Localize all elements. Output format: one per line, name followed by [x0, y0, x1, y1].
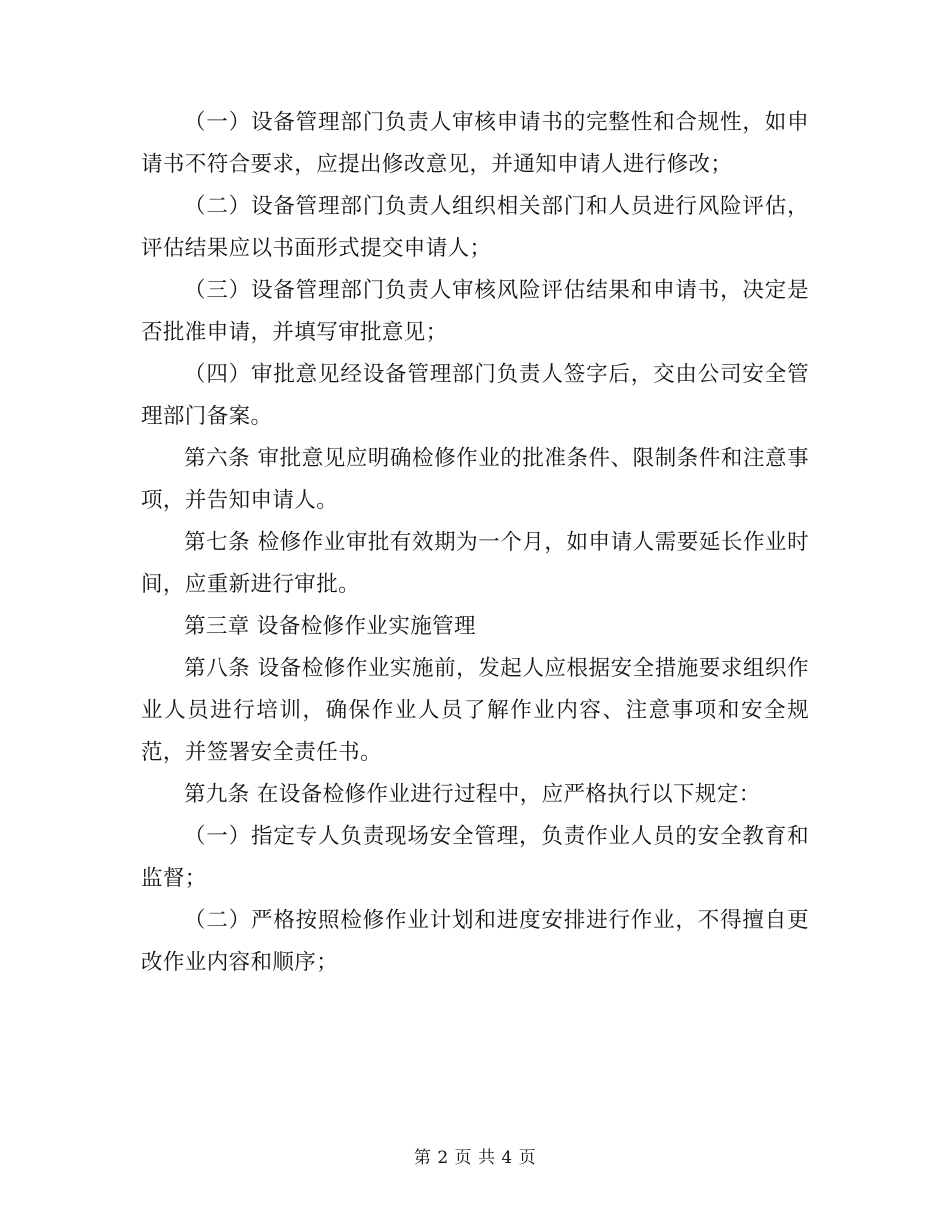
chapter-heading-3: 第三章 设备检修作业实施管理: [184, 614, 476, 639]
paragraph-article-7: 第七条 检修作业审批有效期为一个月，如申请人需要延长作业时间，应重新进行审批。: [141, 530, 809, 597]
paragraph-approval-item-2: （二）设备管理部门负责人组织相关部门和人员进行风险评估，评估结果应以书面形式提交申请人；: [141, 194, 809, 261]
paragraph-article-8: 第八条 设备检修作业实施前，发起人应根据安全措施要求组织作业人员进行培训，确保作业人员了解作业内容、注意事项和安全规范，并签署安全责任书。: [141, 656, 809, 765]
paragraph-approval-item-3: （三）设备管理部门负责人审核风险评估结果和申请书，决定是否批准申请，并填写审批意见；: [141, 278, 809, 345]
paragraph-article-9: 第九条 在设备检修作业进行过程中，应严格执行以下规定：: [184, 782, 761, 807]
document-body: [141, 102, 809, 984]
paragraph-rule-item-2: （二）严格按照检修作业计划和进度安排进行作业，不得擅自更改作业内容和顺序；: [141, 908, 809, 975]
paragraph-approval-item-4: （四）审批意见经设备管理部门负责人签字后，交由公司安全管理部门备案。: [141, 362, 809, 429]
paragraph-rule-item-1: （一）指定专人负责现场安全管理，负责作业人员的安全教育和监督；: [141, 824, 809, 891]
paragraph-article-6: 第六条 审批意见应明确检修作业的批准条件、限制条件和注意事项，并告知申请人。: [141, 446, 809, 513]
page-number-footer: 第 2 页 共 4 页: [413, 1148, 537, 1168]
paragraph-approval-item-1: （一）设备管理部门负责人审核申请书的完整性和合规性，如申请书不符合要求，应提出修改意见，并通知申请人进行修改；: [141, 110, 809, 177]
